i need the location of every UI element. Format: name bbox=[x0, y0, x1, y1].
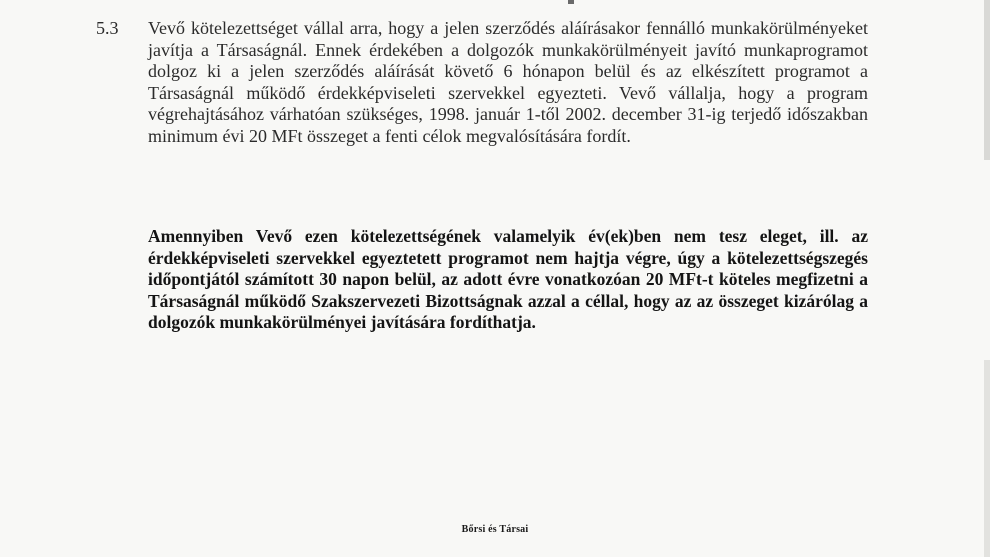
scan-edge-shadow bbox=[984, 0, 990, 160]
paragraph-penalty: Amennyiben Vevő ezen kötelezettségének valamelyik év(ek)ben nem tesz eleget, ill. az érdekképviseleti szervekkel egyeztetett programot nem hajtja végre, úgy a kötelezettségszegés időpontjától számított 30 napon belül, az adott évre vonatkozóan 20 MFt-t köteles megfizetni a Társaságnál működő Szakszervezeti Bizottságnak azzal a céllal, hogy az az összeget kizárólag a dolgozók munkakörülményei javítására fordíthatja. bbox=[148, 226, 868, 332]
scan-mark bbox=[568, 0, 574, 4]
paragraph-obligation: Vevő kötelezettséget vállal arra, hogy a jelen szerződés aláírásakor fennálló munkakörülményeket javítja a Társaságnál. Ennek érdekében a dolgozók munkakörülményeit javító munkaprogramot dolgoz ki a jelen szerződés aláírását követő 6 hónapon belül és az elkészített programot a Társaságnál működő érdekképviseleti szervekkel egyezteti. Vevő vállalja, hogy a program végrehajtásához várhatóan szükséges, 1998. január 1-től 2002. december 31-ig terjedő időszakban minimum évi 20 MFt összeget a fenti célok megvalósítására fordít. bbox=[148, 18, 868, 146]
footer-text: Bőrsi és Társai bbox=[461, 524, 529, 535]
section-number: 5.3 bbox=[96, 18, 119, 38]
